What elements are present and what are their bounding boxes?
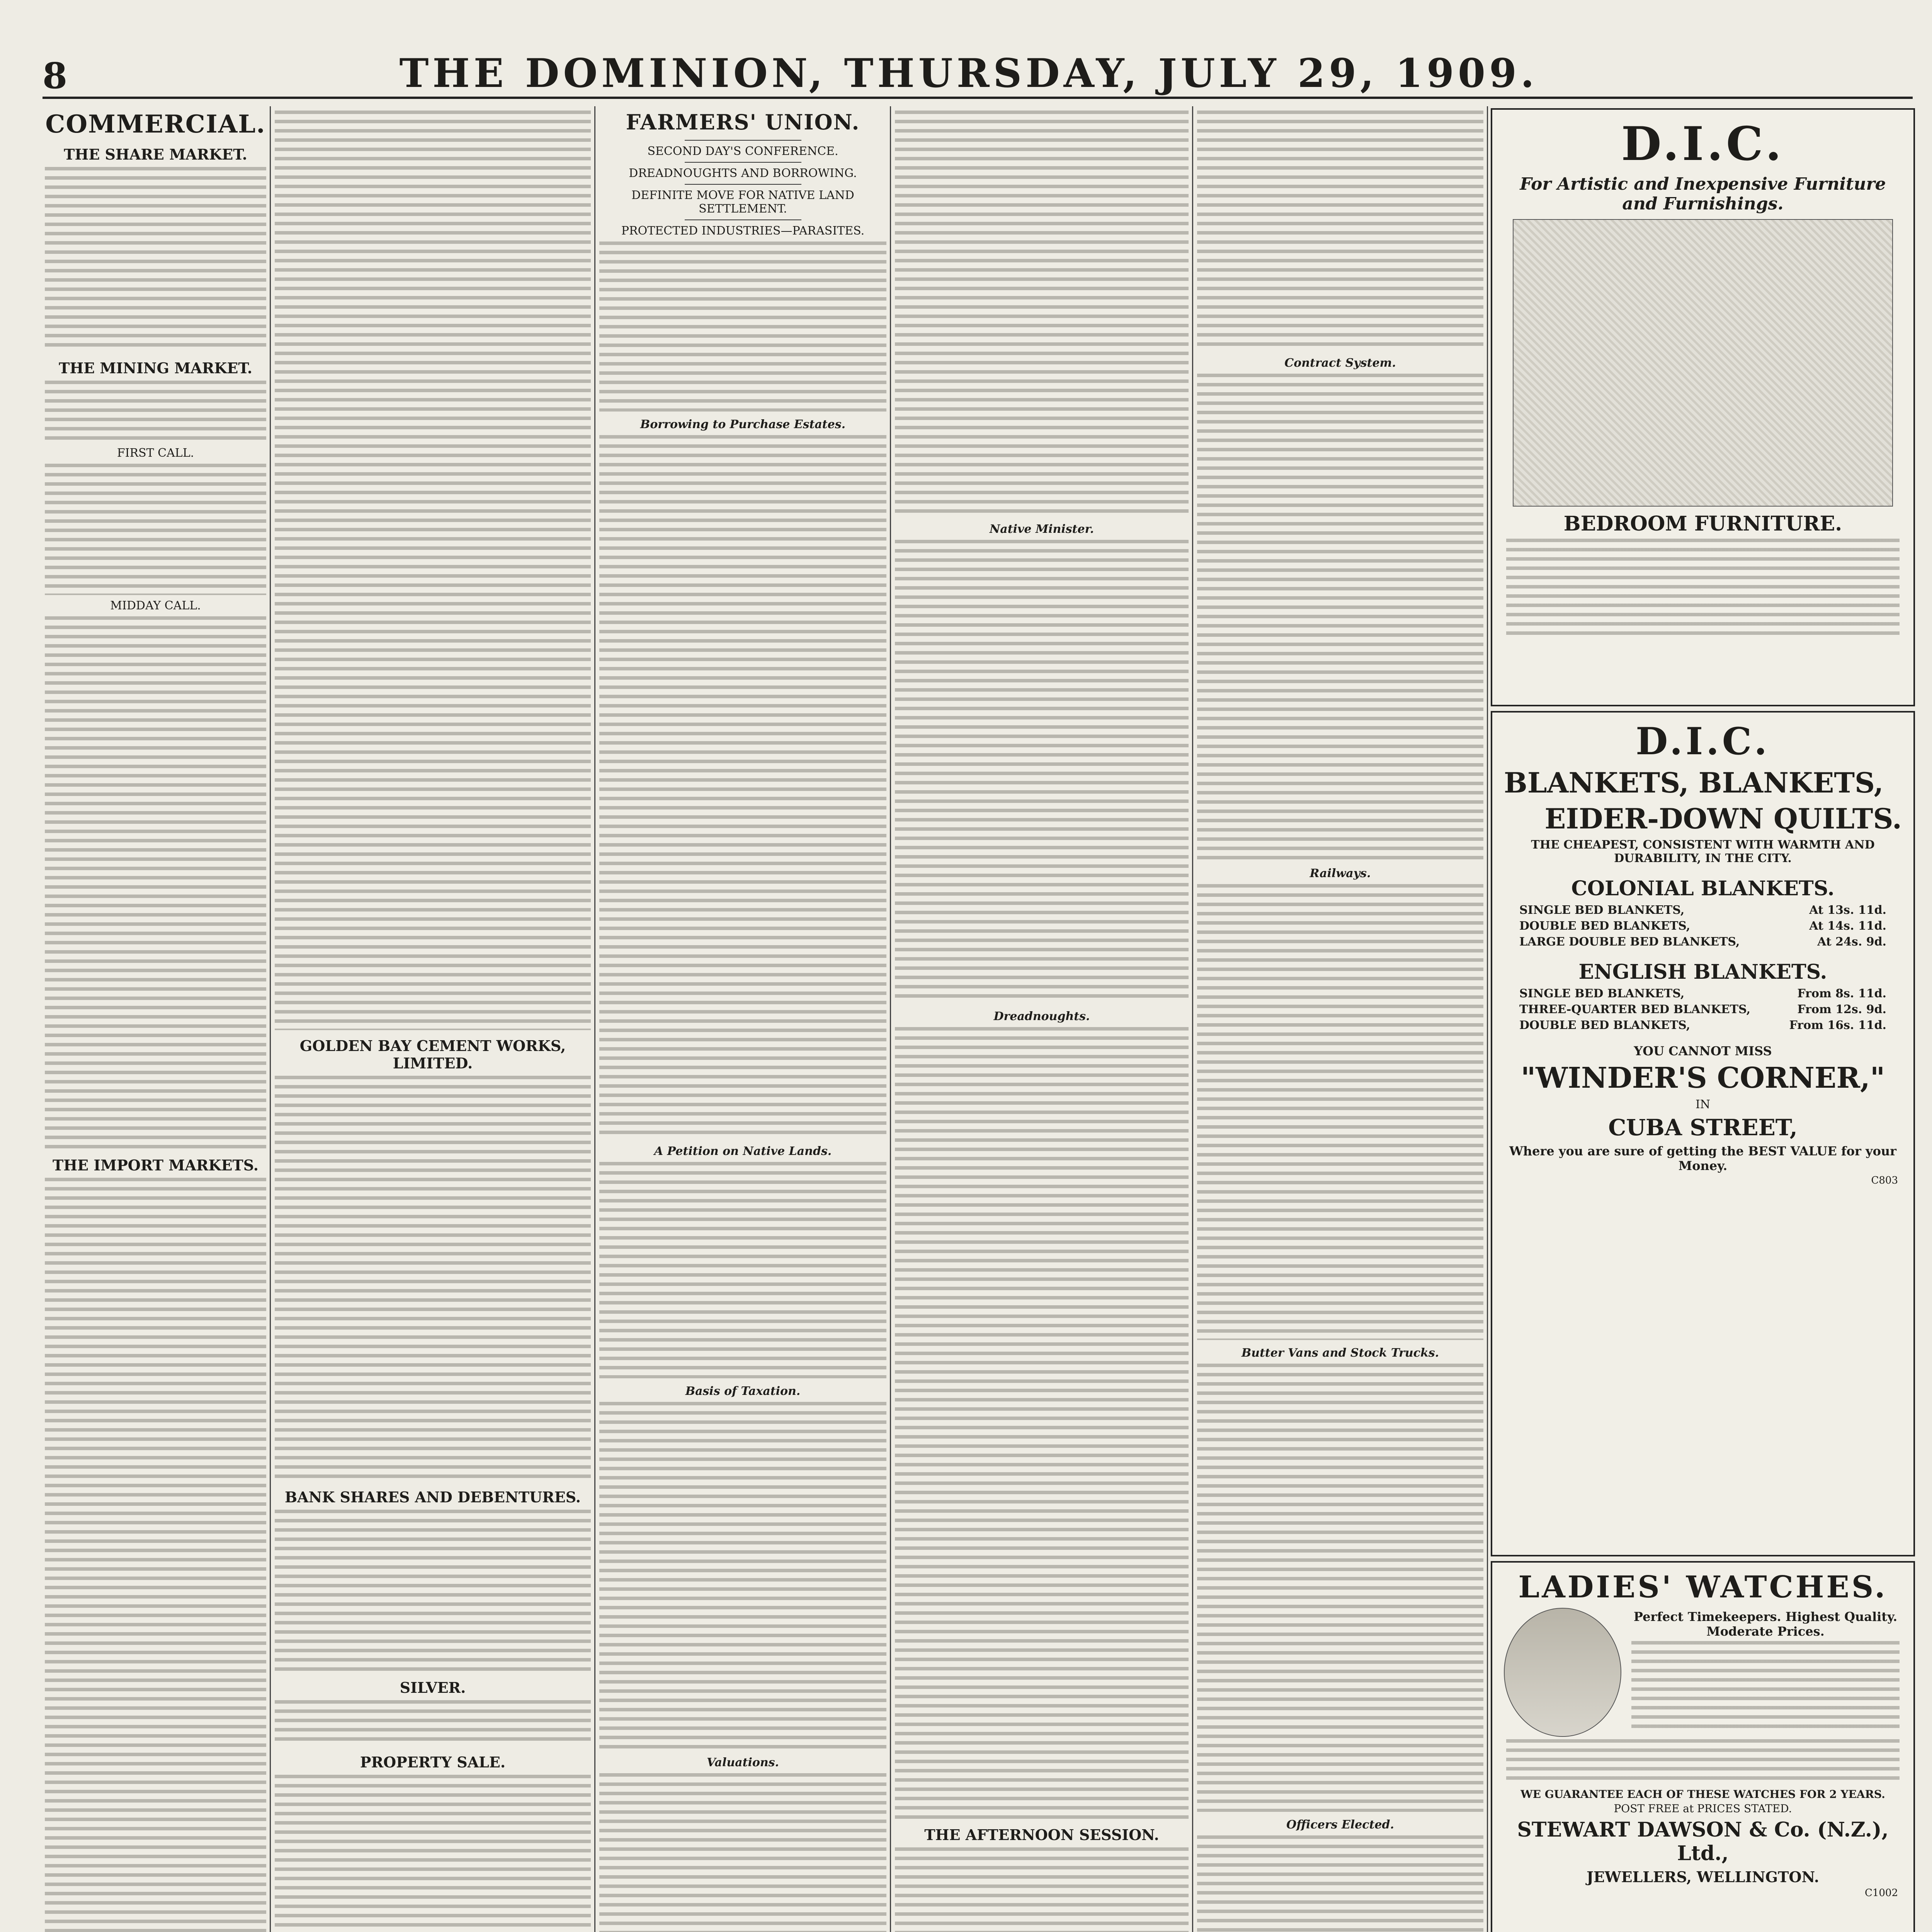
watches-firm: STEWART DAWSON & Co. (N.Z.), Ltd., [1517, 1818, 1889, 1865]
section-title-commercial: COMMERCIAL. [45, 110, 266, 139]
text-block [275, 1510, 591, 1672]
column-rule [594, 106, 595, 1932]
ad-code: C1002 [1864, 1887, 1898, 1899]
in-label: IN [1695, 1098, 1711, 1111]
heading-share-market: THE SHARE MARKET. [64, 146, 247, 163]
heading-butter-vans: Butter Vans and Stock Trucks. [1241, 1346, 1439, 1360]
price-row: LARGE DOUBLE BED BLANKETS, At 24s. 9d. [1519, 935, 1886, 949]
heading-native-minister: Native Minister. [989, 522, 1094, 536]
text-block [1506, 539, 1900, 639]
text-block [599, 242, 886, 412]
ladies-watches-ad [1491, 1561, 1915, 1932]
heading-dreadnoughts-borrowing: DREADNOUGHTS AND BORROWING. [629, 167, 857, 180]
text-block [599, 435, 886, 1138]
text-block [275, 1700, 591, 1747]
section-title-farmers-union: FARMERS' UNION. [626, 110, 860, 134]
winders-corner: "WINDER'S CORNER," [1520, 1061, 1885, 1095]
price-row: DOUBLE BED BLANKETS, At 14s. 11d. [1519, 919, 1886, 933]
heading-protected-industries: PROTECTED INDUSTRIES—PARASITES. [621, 224, 865, 238]
column-markets [272, 108, 593, 1932]
column-commercial [43, 108, 269, 1932]
cuba-street: CUBA STREET, [1608, 1114, 1798, 1141]
heading-golden-bay-cement: GOLDEN BAY CEMENT WORKS, LIMITED. [299, 1037, 566, 1072]
page-number: 8 [43, 55, 68, 97]
text-block [1197, 111, 1483, 350]
pocket-watch-illustration [1504, 1608, 1621, 1737]
heading-midday-call: MIDDAY CALL. [110, 599, 201, 612]
heading-contract-system: Contract System. [1284, 356, 1396, 370]
heading-petition-native-lands: A Petition on Native Lands. [654, 1145, 832, 1158]
text-block [1197, 884, 1483, 1340]
heading-first-call: FIRST CALL. [117, 446, 194, 460]
text-block [45, 464, 266, 595]
text-block [1197, 1835, 1483, 1932]
text-block [1631, 1641, 1900, 1734]
text-block [45, 167, 266, 352]
dic-blankets-ad [1491, 711, 1915, 1556]
column-rule [1487, 106, 1488, 1932]
watches-title: LADIES' WATCHES. [1518, 1570, 1888, 1605]
masthead [43, 50, 1913, 99]
column-farmers-union-cont [893, 108, 1191, 1932]
bedroom-furniture-illustration [1513, 219, 1893, 507]
heading-bank-shares: BANK SHARES AND DEBENTURES. [284, 1488, 581, 1506]
heading-borrowing-estates: Borrowing to Purchase Estates. [640, 418, 846, 431]
heading-dreadnoughts: Dreadnoughts. [993, 1010, 1090, 1023]
heading-second-day: SECOND DAY'S CONFERENCE. [647, 145, 838, 158]
dic-furniture-ad [1491, 108, 1915, 706]
text-block [275, 1775, 591, 1932]
heading-property-sale: PROPERTY SALE. [360, 1753, 506, 1771]
dic-blankets-brand: D.I.C. [1636, 719, 1770, 763]
column-conference-cont [1195, 108, 1486, 1932]
price-row: SINGLE BED BLANKETS, At 13s. 11d. [1519, 903, 1886, 917]
blankets-footer: Where you are sure of getting the BEST VALUE for your Money. [1509, 1144, 1897, 1173]
heading-native-land: DEFINITE MOVE FOR NATIVE LAND SETTLEMENT. [631, 189, 854, 216]
heading-silver: SILVER. [400, 1679, 466, 1696]
column-rule [890, 106, 891, 1932]
english-blankets-title: ENGLISH BLANKETS. [1578, 960, 1827, 984]
text-block [1506, 1739, 1900, 1786]
column-rule [270, 106, 271, 1932]
watches-line1: Perfect Timekeepers. Highest Quality. Moderate Prices. [1633, 1609, 1898, 1639]
text-block [45, 381, 266, 442]
text-block [45, 616, 266, 1150]
heading-basis-taxation: Basis of Taxation. [685, 1384, 801, 1398]
text-block [895, 1027, 1189, 1819]
text-block [895, 540, 1189, 1003]
text-block [1197, 374, 1483, 861]
dic-brand: D.I.C. [1621, 117, 1785, 171]
heading-afternoon-session: THE AFTERNOON SESSION. [924, 1826, 1159, 1844]
cannot-miss: YOU CANNOT MISS [1634, 1044, 1772, 1058]
heading-valuations: Valuations. [706, 1756, 779, 1769]
heading-import-markets: THE IMPORT MARKETS. [52, 1156, 259, 1174]
text-block [895, 111, 1189, 516]
text-block [599, 1402, 886, 1750]
text-block [895, 1847, 1189, 1932]
text-block [599, 1162, 886, 1378]
text-block [275, 1076, 591, 1481]
blankets-headline-1: BLANKETS, BLANKETS, [1504, 766, 1884, 799]
column-rule [1192, 106, 1193, 1932]
watches-post: POST FREE at PRICES STATED. [1614, 1802, 1792, 1815]
column-farmers-union [597, 108, 889, 1932]
heading-mining-market: THE MINING MARKET. [59, 359, 252, 377]
blankets-headline-2: EIDER-DOWN QUILTS. [1544, 802, 1902, 835]
heading-railways: Railways. [1310, 867, 1371, 880]
price-row: THREE-QUARTER BED BLANKETS, From 12s. 9d. [1519, 1003, 1886, 1016]
colonial-blankets-title: COLONIAL BLANKETS. [1571, 877, 1835, 900]
text-block [275, 111, 591, 1030]
dic-tagline: For Artistic and Inexpensive Furniture and Furnishings. [1520, 174, 1886, 214]
text-block [45, 1178, 266, 1932]
page-title: THE DOMINION, THURSDAY, JULY 29, 1909. [399, 50, 1538, 97]
watches-guarantee: WE GUARANTEE EACH OF THESE WATCHES FOR 2 YEARS. [1520, 1788, 1885, 1801]
watches-place: JEWELLERS, WELLINGTON. [1586, 1868, 1820, 1886]
text-block [599, 1773, 886, 1932]
furniture-caption: BEDROOM FURNITURE. [1563, 512, 1842, 536]
ad-code: C803 [1871, 1175, 1898, 1186]
price-row: SINGLE BED BLANKETS, From 8s. 11d. [1519, 987, 1886, 1000]
price-row: DOUBLE BED BLANKETS, From 16s. 11d. [1519, 1019, 1886, 1032]
heading-officers-elected: Officers Elected. [1286, 1818, 1394, 1832]
blankets-tagline: THE CHEAPEST, CONSISTENT WITH WARMTH AND DURABILITY, IN THE CITY. [1531, 838, 1875, 865]
text-block [1197, 1364, 1483, 1812]
